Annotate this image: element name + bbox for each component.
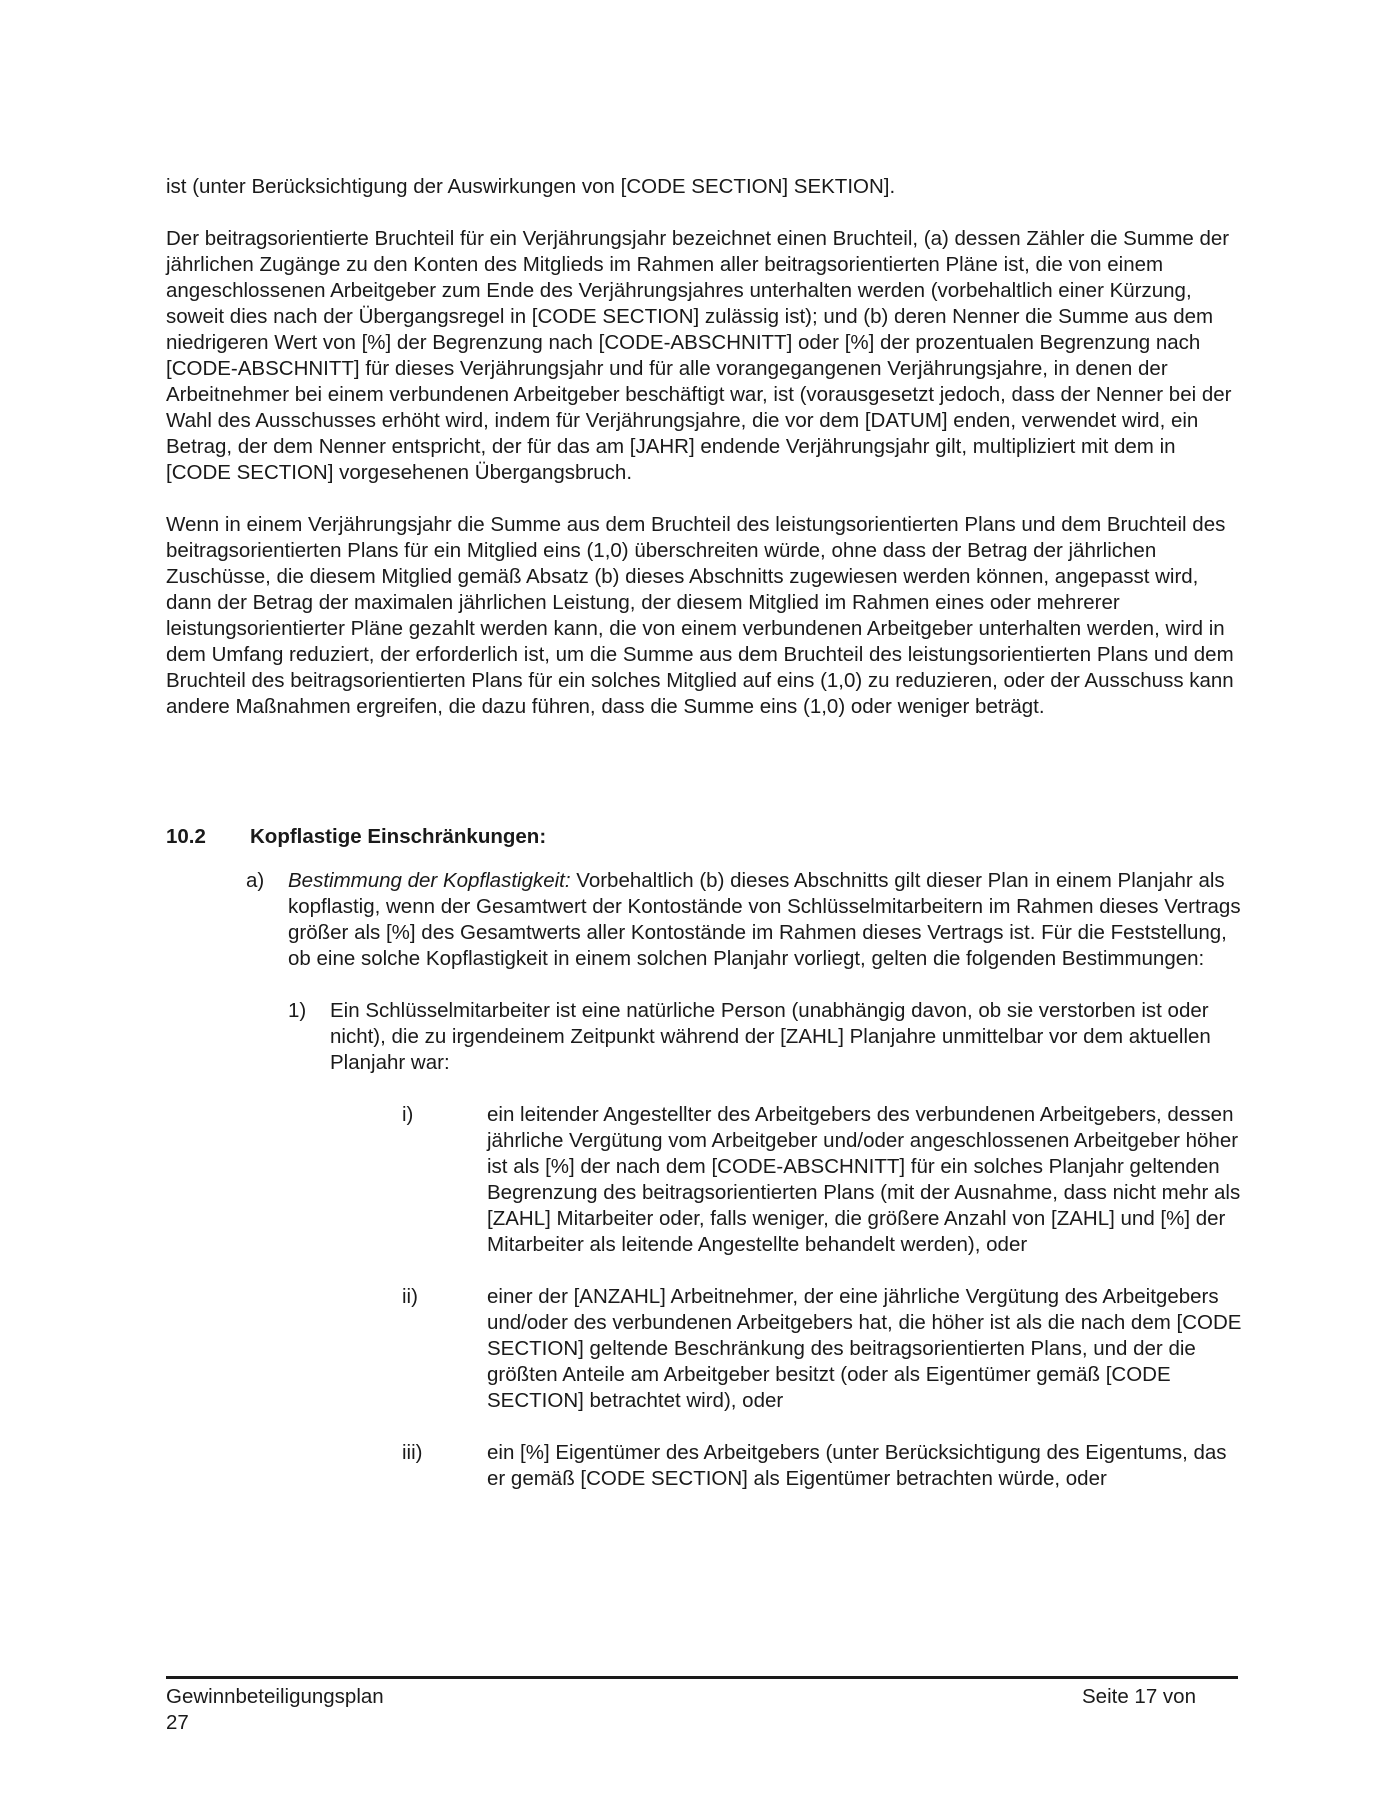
paragraph-defined-contribution-fraction: Der beitragsorientierte Bruchteil für ein Verjährungsjahr bezeichnet einen Bruchteil, (a) dessen Zähler die Summe der jährlichen Zugänge zu den Konten des Mitglieds im Rahmen aller beitragsorientierten Pläne ist, die von einem angeschlossenen Arbeitgeber zum Ende des Verjährungsjahres unterhalten werden (vorbehaltlich einer Kürzung, soweit dies nach der Übergangsregel in [CODE SECTION] zulässig ist); und (b) deren Nenner die Summe aus dem niedrigeren Wert von [%] der Begrenzung nach [CODE-ABSCHNITT] oder [%] der prozentualen Begrenzung nach [CODE-ABSCHNITT] für dieses Verjährungsjahr und für alle vorangegangenen Verjährungsjahre, in denen der Arbeitnehmer bei einem verbundenen Arbeitgeber beschäftigt war, ist (vorausgesetzt jedoch, dass der Nenner bei der Wahl des Ausschusses erhöht wird, indem für Verjährungsjahre, die vor dem [DATUM] enden, verwendet wird, ein Betrag, der dem Nenner entspricht, der für das am [JAHR] endende Verjährungsjahr gilt, multipliziert mit dem in [CODE SECTION] vorgesehenen Übergangsbruch. [166, 227, 1232, 484]
page-content [166, 174, 1246, 1518]
footer-divider [166, 1676, 1238, 1679]
list-item-a-text [288, 868, 1246, 972]
list-item-a-heading: Bestimmung der Kopflastigkeit: [288, 869, 571, 892]
list-item-1-text: Ein Schlüsselmitarbeiter ist eine natürliche Person (unabhängig davon, ob sie verstorben ist oder nicht), die zu irgendeinem Zeitpunkt während der [ZAHL] Planjahre unmittelbar vor dem aktuellen Planjahr war: [330, 999, 1211, 1074]
sub-item-text: einer der [ANZAHL] Arbeitnehmer, der eine jährliche Vergütung des Arbeitgebers und/oder des verbundenen Arbeitgebers hat, die höher ist als die nach dem [CODE SECTION] geltende Beschränkung des beitragsorientierten Plans, und der die größten Anteile am Arbeitgeber besitzt (oder als Eigentümer gemäß [CODE SECTION] betrachtet wird), oder [487, 1285, 1242, 1412]
footer-document-title [166, 1684, 466, 1736]
list-item-1 [288, 998, 1246, 1076]
sub-item-label: iii) [402, 1441, 423, 1464]
sub-item-ii [372, 1284, 1246, 1414]
intro-line: ist (unter Berücksichtigung der Auswirkungen von [CODE SECTION] SEKTION]. [166, 175, 896, 198]
section-title: Kopflastige Einschränkungen: [250, 825, 547, 848]
list-item-a-body: Vorbehaltlich (b) dieses Abschnitts gilt dieser Plan in einem Planjahr als kopflastig, wenn der Gesamtwert der Kontostände von Schlüsselmitarbeitern im Rahmen dieses Vertrags größer als [%] des Gesamtwerts aller Kontostände im Rahmen dieses Vertrags ist. Für die Feststellung, ob eine solche Kopflastigkeit in einem solchen Planjahr vorliegt, gelten die folgenden Bestimmungen: [288, 869, 1241, 970]
footer-page-total: 27 [166, 1711, 189, 1734]
list-item-a-label: a) [246, 869, 265, 892]
sub-item-i [372, 1102, 1246, 1258]
sub-item-label: ii) [402, 1285, 418, 1308]
footer-page-number: Seite 17 von [1082, 1685, 1196, 1708]
sub-item-text: ein leitender Angestellter des Arbeitgebers des verbundenen Arbeitgebers, dessen jährliche Vergütung vom Arbeitgeber und/oder angeschlossenen Arbeitgeber höher ist als [%] der nach dem [CODE-ABSCHNITT] für ein solches Planjahr geltenden Begrenzung des beitragsorientierten Plans (mit der Ausnahme, dass nicht mehr als [ZAHL] Mitarbeiter oder, falls weniger, die größere Anzahl von [ZAHL] und [%] der Mitarbeiter als leitende Angestellte behandelt werden), oder [487, 1103, 1241, 1256]
paragraph-combined-fraction: Wenn in einem Verjährungsjahr die Summe aus dem Bruchteil des leistungsorientierten Plans und dem Bruchteil des beitragsorientierten Plans für ein Mitglied eins (1,0) überschreiten würde, ohne dass der Betrag der jährlichen Zuschüsse, die diesem Mitglied gemäß Absatz (b) dieses Abschnitts zugewiesen werden können, angepasst wird, dann der Betrag der maximalen jährlichen Leistung, der diesem Mitglied im Rahmen eines oder mehrerer leistungsorientierter Pläne gezahlt werden kann, die von einem verbundenen Arbeitgeber unterhalten werden, wird in dem Umfang reduziert, der erforderlich ist, um die Summe aus dem Bruchteil des leistungsorientierten Plans und dem Bruchteil des beitragsorientierten Plans für ein solches Mitglied auf eins (1,0) zu reduzieren, oder der Ausschuss kann andere Maßnahmen ergreifen, die dazu führen, dass die Summe eins (1,0) oder weniger beträgt. [166, 513, 1234, 718]
section-heading [166, 824, 1246, 850]
list-item-a [246, 868, 1246, 972]
sub-item-label: i) [402, 1103, 414, 1126]
list-item-1-label: 1) [288, 999, 307, 1022]
sub-item-text: ein [%] Eigentümer des Arbeitgebers (unter Berücksichtigung des Eigentums, das er gemäß [CODE SECTION] als Eigentümer betrachten würde, oder [487, 1441, 1227, 1490]
sub-item-iii [372, 1440, 1246, 1492]
footer-title-line: Gewinnbeteiligungsplan [166, 1685, 384, 1708]
section-number: 10.2 [166, 825, 206, 848]
